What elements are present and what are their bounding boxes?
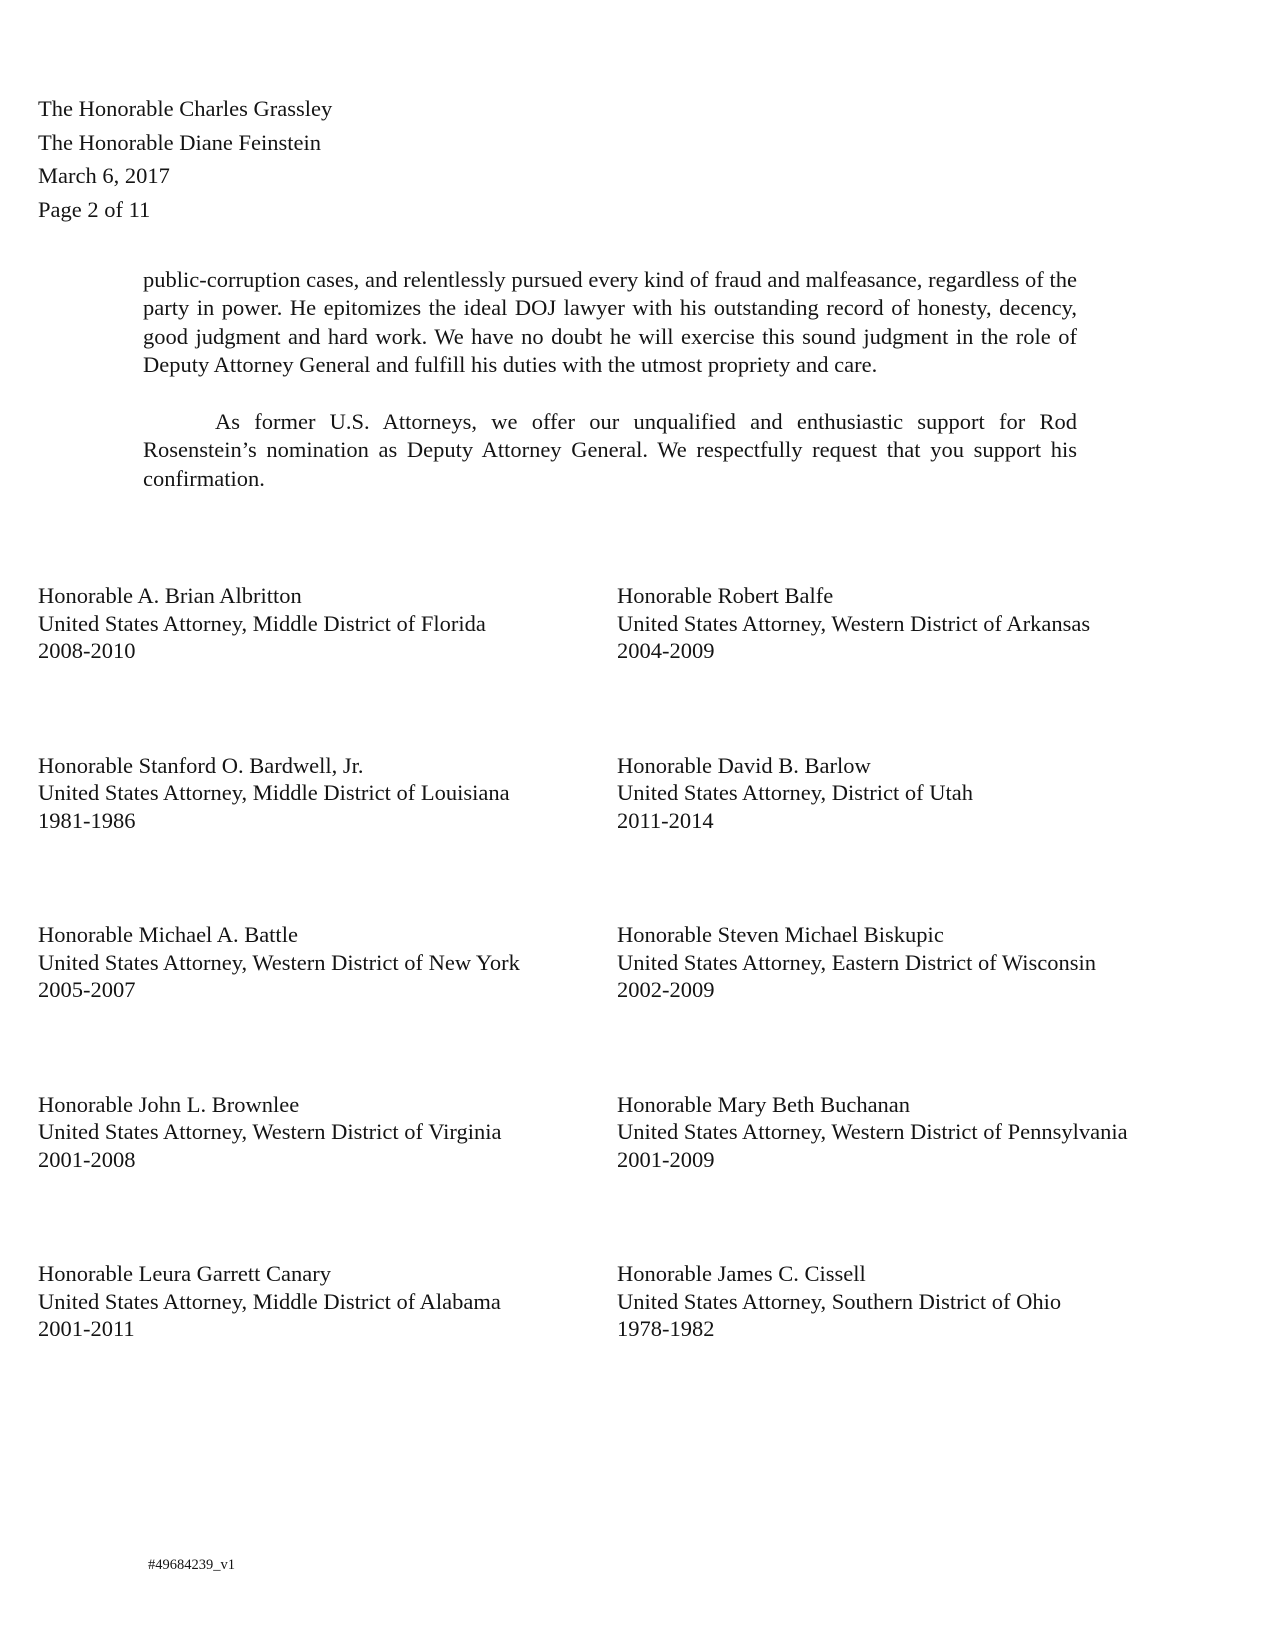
letter-body bbox=[143, 266, 1077, 493]
signatory-title: United States Attorney, Western District of Virginia bbox=[38, 1119, 502, 1144]
signatory-name: Honorable Steven Michael Biskupic bbox=[617, 922, 944, 947]
signatory-list bbox=[38, 582, 1248, 1430]
signatory-title: United States Attorney, Middle District of Florida bbox=[38, 610, 486, 636]
signatory-name: Honorable Robert Balfe bbox=[617, 583, 834, 608]
signatory-name: Honorable A. Brian Albritton bbox=[38, 583, 302, 608]
signatory-years: 2004-2009 bbox=[617, 638, 715, 663]
header-recipient-2: The Honorable Diane Feinstein bbox=[38, 129, 322, 155]
signatory-entry bbox=[38, 582, 617, 665]
signatory-years: 2001-2011 bbox=[38, 1316, 135, 1341]
signatory-entry bbox=[38, 752, 617, 835]
signatory-title: United States Attorney, Southern District of Ohio bbox=[617, 1288, 1062, 1314]
signatory-entry bbox=[38, 921, 617, 1004]
signatory-name: Honorable Michael A. Battle bbox=[38, 922, 298, 947]
signatory-title: United States Attorney, Western District of Arkansas bbox=[617, 610, 1091, 636]
signatory-entry bbox=[617, 1260, 1248, 1343]
signatory-entry bbox=[617, 752, 1248, 835]
signatory-row bbox=[38, 921, 1248, 1004]
header-date: March 6, 2017 bbox=[38, 163, 170, 188]
header-recipient-1: The Honorable Charles Grassley bbox=[38, 96, 333, 121]
signatory-entry bbox=[617, 921, 1248, 1004]
header-page-number: Page 2 of 11 bbox=[38, 196, 151, 222]
signatory-entry bbox=[38, 1260, 617, 1343]
signatory-row bbox=[38, 1091, 1248, 1174]
signatory-title: United States Attorney, Western District of Pennsylvania bbox=[617, 1119, 1128, 1144]
footer-document-id: #49684239_v1 bbox=[148, 1557, 235, 1573]
signatory-years: 2001-2008 bbox=[38, 1146, 136, 1172]
signatory-years: 2011-2014 bbox=[617, 807, 714, 833]
signatory-name: Honorable Stanford O. Bardwell, Jr. bbox=[38, 752, 364, 778]
signatory-title: United States Attorney, Western District of New York bbox=[38, 949, 520, 975]
signatory-name: Honorable David B. Barlow bbox=[617, 752, 871, 778]
signatory-years: 1978-1982 bbox=[617, 1316, 715, 1341]
signatory-years: 2001-2009 bbox=[617, 1146, 715, 1172]
signatory-name: Honorable Mary Beth Buchanan bbox=[617, 1091, 911, 1117]
signatory-name: Honorable James C. Cissell bbox=[617, 1261, 866, 1286]
signatory-title: United States Attorney, Eastern District of Wisconsin bbox=[617, 949, 1097, 975]
signatory-title: United States Attorney, Middle District of Louisiana bbox=[38, 780, 510, 805]
signatory-name: Honorable John L. Brownlee bbox=[38, 1091, 300, 1117]
signatory-years: 2002-2009 bbox=[617, 977, 715, 1002]
signatory-entry bbox=[617, 1091, 1248, 1174]
signatory-row bbox=[38, 752, 1248, 835]
signatory-years: 2005-2007 bbox=[38, 977, 136, 1002]
paragraph-continuation: public-corruption cases, and relentlessly pursued every kind of fraud and malfeasance, regardless of the party in power. He epitomizes the ideal DOJ lawyer with his outstanding record of honesty, decency, good judgment and hard work. We have no doubt he will exercise this sound judgment in the role of Deputy Attorney General and fulfill his duties with the utmost propriety and care. bbox=[143, 267, 1077, 378]
signatory-years: 1981-1986 bbox=[38, 807, 136, 833]
signatory-title: United States Attorney, Middle District of Alabama bbox=[38, 1288, 501, 1314]
signatory-title: United States Attorney, District of Utah bbox=[617, 780, 973, 805]
paragraph-support: As former U.S. Attorneys, we offer our unqualified and enthusiastic support for Rod Rosenstein’s nomination as Deputy Attorney General. We respectfully request that you support his confirmation. bbox=[143, 409, 1077, 491]
signatory-years: 2008-2010 bbox=[38, 638, 136, 663]
signatory-row bbox=[38, 1260, 1248, 1343]
signatory-entry bbox=[38, 1091, 617, 1174]
signatory-entry bbox=[617, 582, 1248, 665]
letter-header bbox=[38, 92, 332, 226]
signatory-row bbox=[38, 582, 1248, 665]
signatory-name: Honorable Leura Garrett Canary bbox=[38, 1261, 331, 1286]
